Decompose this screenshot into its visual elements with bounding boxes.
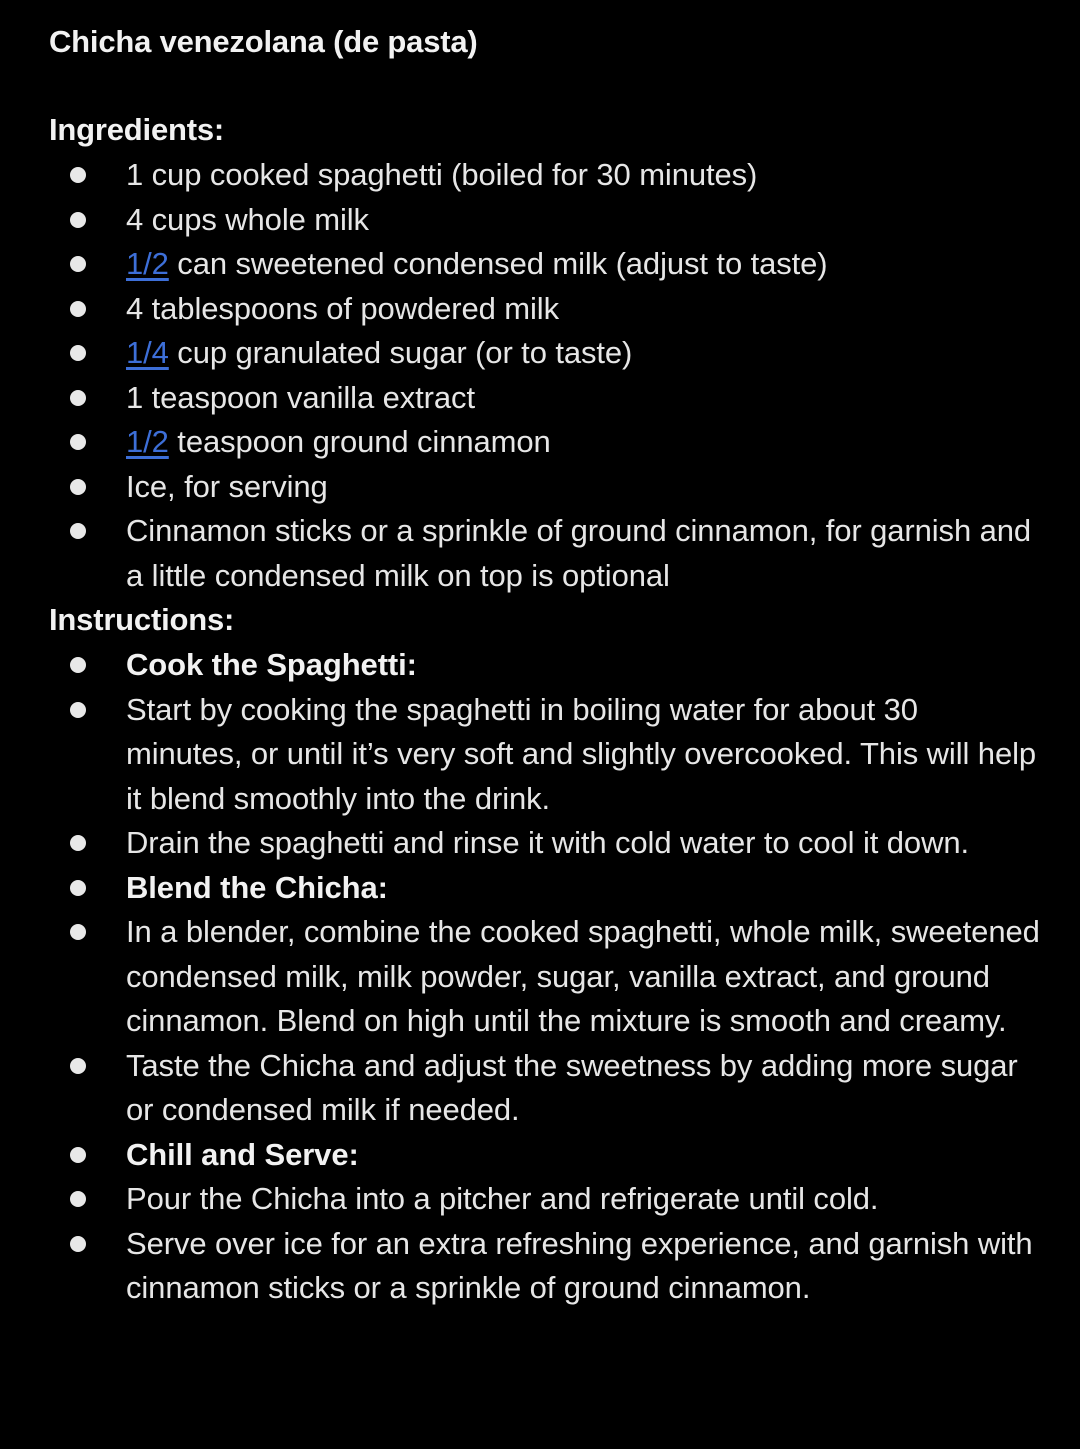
fraction-link[interactable]: 1/4 — [126, 335, 169, 370]
bullet-icon — [70, 390, 86, 406]
ingredient-text: can sweetened condensed milk (adjust to taste) — [168, 246, 828, 281]
step-heading: Cook the Spaghetti: — [126, 647, 417, 682]
step-text: Start by cooking the spaghetti in boiling water for about 30 minutes, or until it’s very soft and slightly overcooked. This will help it blend smoothly into the drink. — [126, 691, 1037, 816]
list-item — [0, 688, 1080, 822]
step-text: Pour the Chicha into a pitcher and refrigerate until cold. — [126, 1181, 879, 1216]
list-item — [0, 465, 1080, 510]
list-item — [0, 198, 1080, 243]
list-item — [0, 866, 1080, 911]
ingredient-text: 4 tablespoons of powdered milk — [126, 290, 559, 326]
step-heading: Blend the Chicha: — [126, 869, 388, 905]
bullet-icon — [70, 924, 86, 940]
bullet-icon — [70, 702, 86, 718]
bullet-icon — [70, 256, 86, 272]
step-text: Drain the spaghetti and rinse it with cold water to cool it down. — [126, 825, 970, 860]
bullet-icon — [70, 1058, 86, 1074]
bullet-icon — [70, 880, 86, 896]
step-heading: Chill and Serve: — [126, 1136, 359, 1172]
list-item — [0, 821, 1080, 866]
ingredient-text: 1 cup cooked spaghetti (boiled for 30 minutes) — [126, 157, 758, 192]
list-item — [0, 509, 1080, 598]
ingredient-text: Cinnamon sticks or a sprinkle of ground cinnamon, for garnish and a little condensed milk on top is optional — [126, 513, 1032, 593]
ingredients-heading: Ingredients: — [49, 112, 225, 147]
list-item — [0, 1133, 1080, 1178]
bullet-icon — [70, 479, 86, 495]
list-item — [0, 376, 1080, 421]
ingredient-text: cup granulated sugar (or to taste) — [168, 335, 633, 370]
list-item — [0, 1222, 1080, 1311]
list-item — [0, 242, 1080, 287]
recipe-title: Chicha venezolana (de pasta) — [49, 24, 478, 59]
list-item — [0, 153, 1080, 198]
list-item — [0, 287, 1080, 332]
bullet-icon — [70, 167, 86, 183]
ingredient-text: 4 cups whole milk — [126, 201, 369, 237]
fraction-link[interactable]: 1/2 — [126, 246, 169, 281]
bullet-icon — [70, 657, 86, 673]
step-text: In a blender, combine the cooked spaghetti, whole milk, sweetened condensed milk, milk powder, sugar, vanilla extract, and ground cinnamon. Blend on high until the mixture is smooth and creamy. — [126, 914, 1040, 1038]
fraction-link[interactable]: 1/2 — [126, 424, 169, 459]
instructions-heading: Instructions: — [49, 602, 235, 637]
bullet-icon — [70, 835, 86, 851]
ingredients-list — [0, 153, 1080, 598]
bullet-icon — [70, 434, 86, 450]
bullet-icon — [70, 523, 86, 539]
list-item — [0, 1044, 1080, 1133]
list-item — [0, 331, 1080, 376]
instructions-list — [0, 643, 1080, 1311]
step-text: Taste the Chicha and adjust the sweetness by adding more sugar or condensed milk if needed. — [126, 1047, 1018, 1127]
bullet-icon — [70, 345, 86, 361]
bullet-icon — [70, 1236, 86, 1252]
ingredient-text: Ice, for serving — [126, 468, 328, 504]
list-item — [0, 643, 1080, 688]
bullet-icon — [70, 1191, 86, 1207]
bullet-icon — [70, 212, 86, 228]
list-item — [0, 910, 1080, 1044]
ingredient-text: teaspoon ground cinnamon — [168, 424, 551, 459]
list-item — [0, 1177, 1080, 1222]
bullet-icon — [70, 1147, 86, 1163]
bullet-icon — [70, 301, 86, 317]
step-text: Serve over ice for an extra refreshing experience, and garnish with cinnamon sticks or a sprinkle of ground cinnamon. — [126, 1225, 1033, 1305]
ingredient-text: 1 teaspoon vanilla extract — [126, 379, 475, 415]
list-item — [0, 420, 1080, 465]
